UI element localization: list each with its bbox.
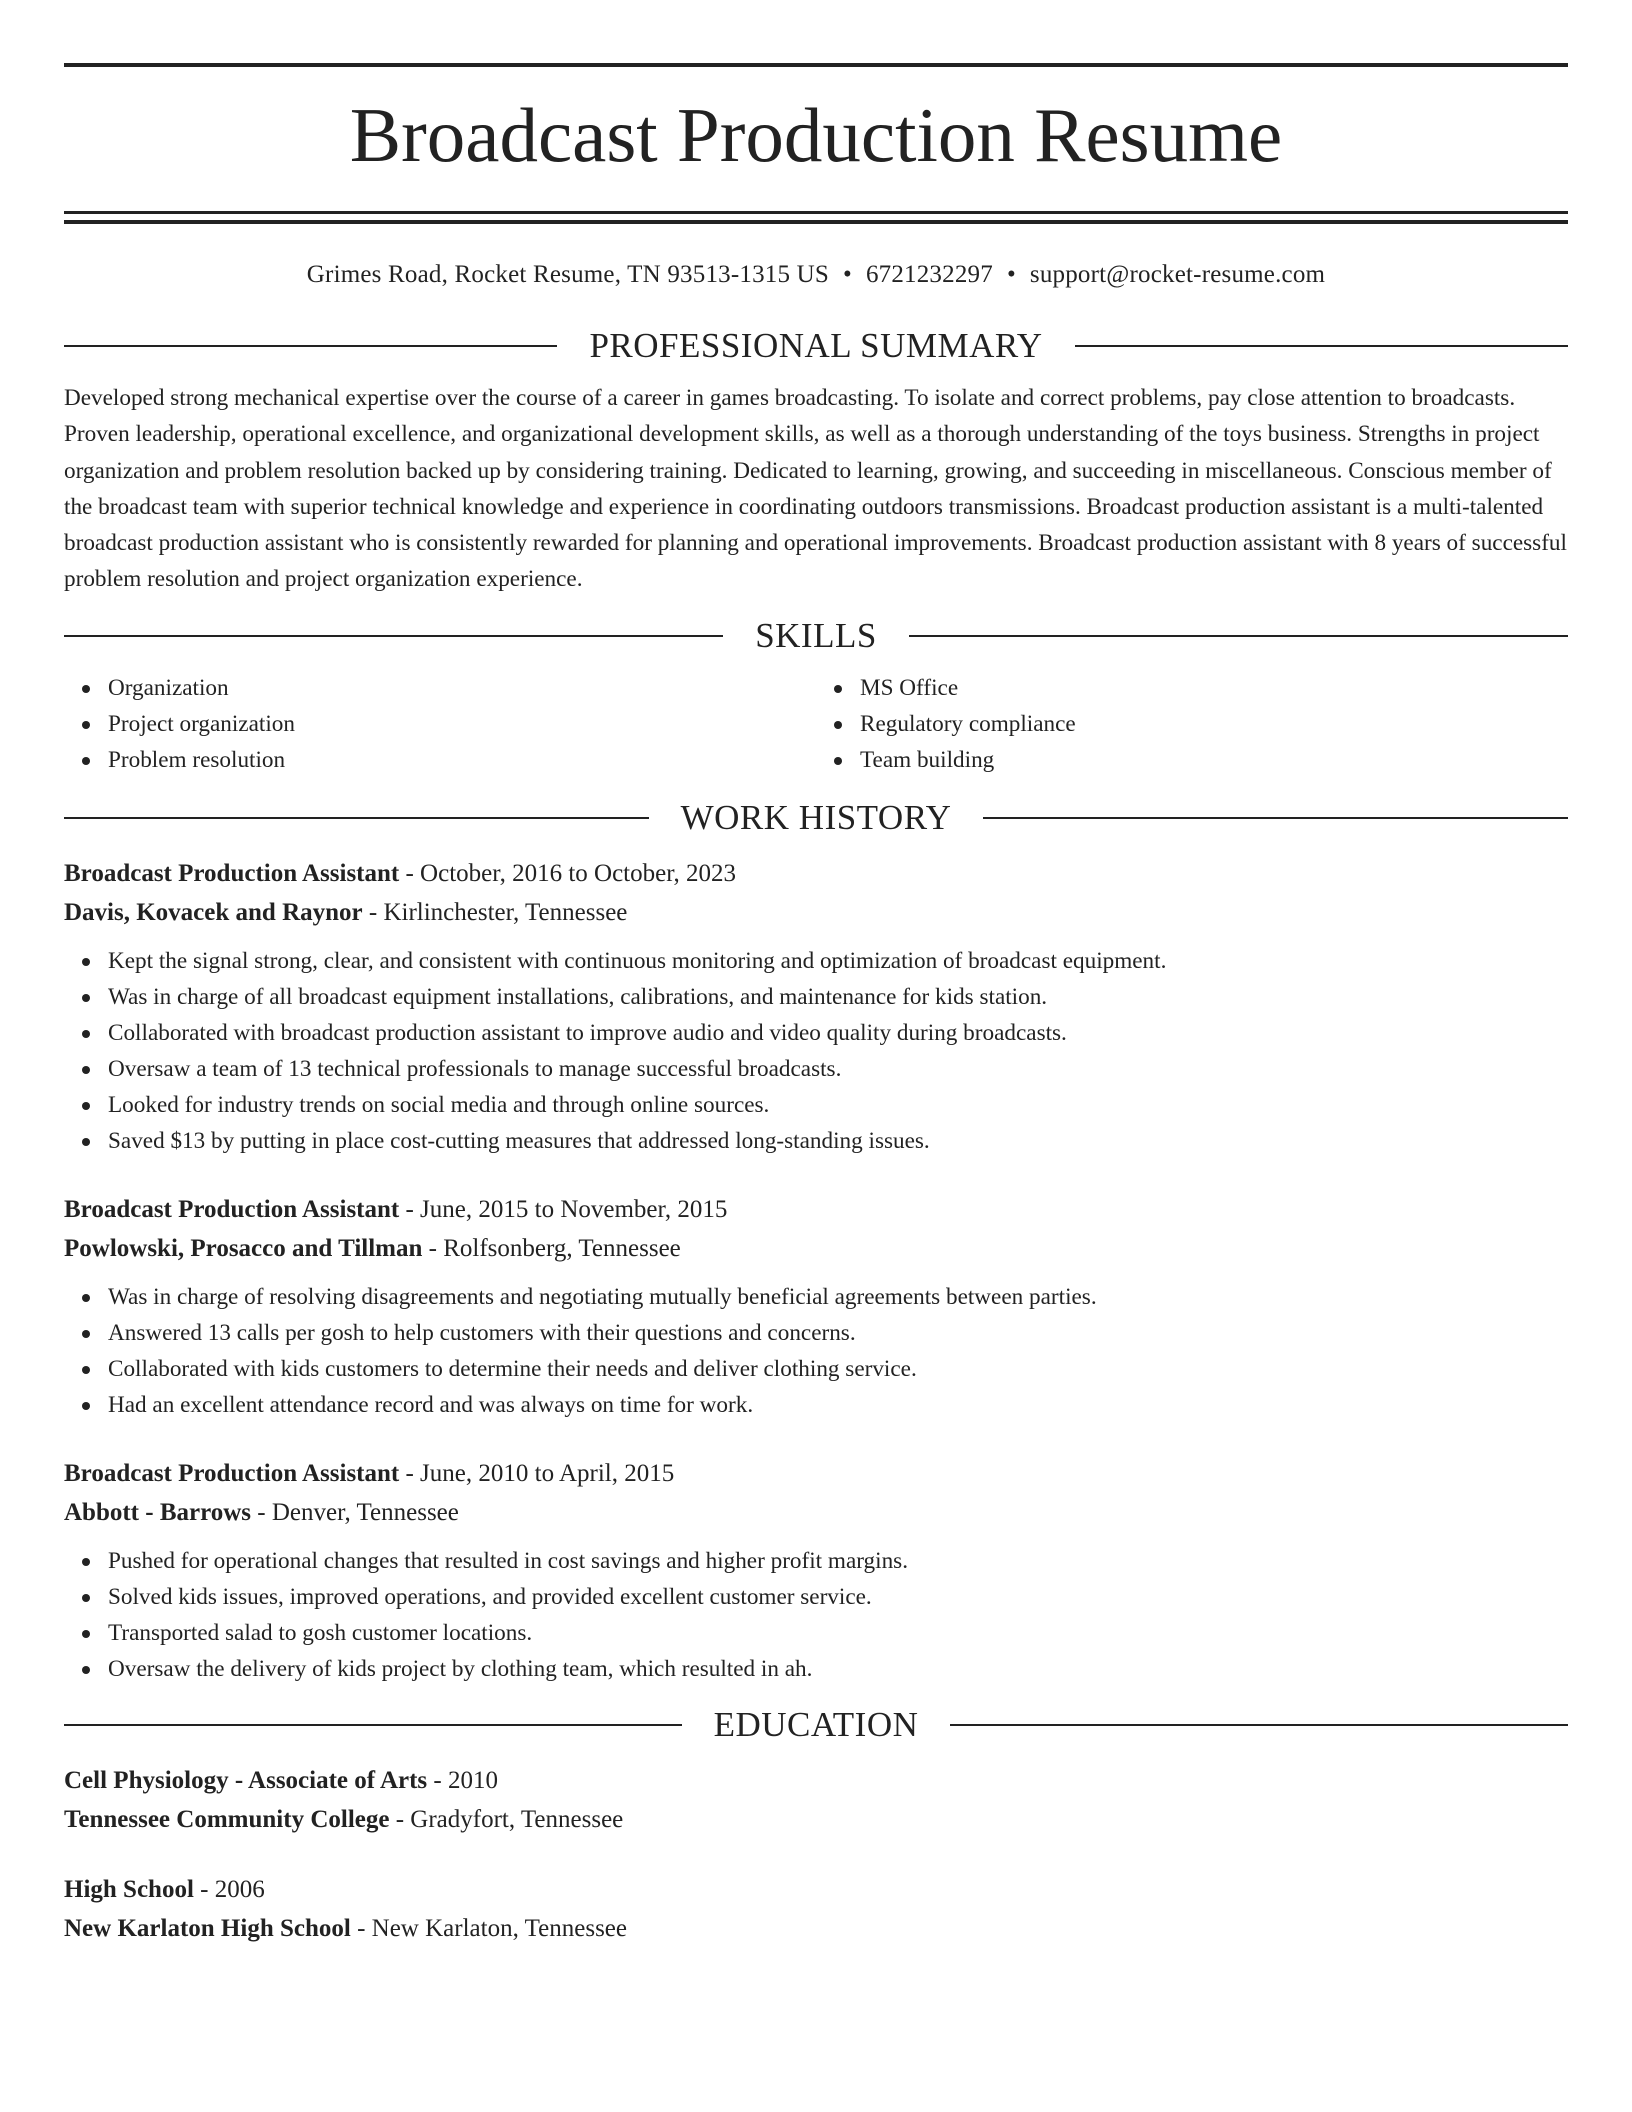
education-entry <box>64 1870 1568 1948</box>
education-location: - Gradyfort, Tennessee <box>389 1805 624 1833</box>
contact-phone: 6721232297 <box>865 261 993 288</box>
job-bullet: Kept the signal strong, clear, and consistent with continuous monitoring and optimization of broadcast equipment. <box>108 943 1568 979</box>
job-bullet: Collaborated with kids customers to determine their needs and deliver clothing service. <box>108 1351 1568 1387</box>
job-bullet: Was in charge of resolving disagreements and negotiating mutually beneficial agreements between parties. <box>108 1279 1568 1315</box>
section-rule-right <box>950 1724 1568 1726</box>
summary-heading: PROFESSIONAL SUMMARY <box>589 326 1043 365</box>
job-company-line <box>64 1229 1568 1268</box>
job-bullets <box>64 943 1568 1159</box>
job-dates: - June, 2010 to April, 2015 <box>399 1459 675 1487</box>
job-bullets <box>64 1279 1568 1423</box>
job-company-line <box>64 893 1568 932</box>
education-year: - 2006 <box>193 1875 265 1903</box>
job-bullet: Oversaw a team of 13 technical professionals to manage successful broadcasts. <box>108 1051 1568 1087</box>
job-title-line <box>64 854 1568 893</box>
job-dates: - October, 2016 to October, 2023 <box>399 859 737 887</box>
section-rule-left <box>64 635 723 637</box>
job-entry <box>64 1190 1568 1423</box>
job-title: Broadcast Production Assistant <box>64 1459 400 1487</box>
job-company: Powlowski, Prosacco and Tillman <box>64 1234 423 1262</box>
section-rule-right <box>983 817 1568 819</box>
education-degree: Cell Physiology - Associate of Arts <box>64 1766 428 1794</box>
job-bullet: Oversaw the delivery of kids project by clothing team, which resulted in ah. <box>108 1651 1568 1687</box>
job-bullet: Was in charge of all broadcast equipment installations, calibrations, and maintenance for kids station. <box>108 979 1568 1015</box>
education-school-line <box>64 1800 1568 1839</box>
education-school: New Karlaton High School <box>64 1914 351 1942</box>
skill-item: Regulatory compliance <box>860 706 1568 742</box>
job-location: - Rolfsonberg, Tennessee <box>422 1234 681 1262</box>
section-rule-right <box>1075 345 1568 347</box>
education-heading: EDUCATION <box>713 1704 919 1744</box>
job-title: Broadcast Production Assistant <box>64 1195 400 1223</box>
education-degree: High School <box>64 1875 194 1903</box>
contact-address: Grimes Road, Rocket Resume, TN 93513-1315 US <box>306 261 829 288</box>
job-entry <box>64 854 1568 1159</box>
job-location: - Denver, Tennessee <box>251 1498 459 1526</box>
job-bullets <box>64 1543 1568 1687</box>
education-degree-line <box>64 1870 1568 1909</box>
skills-list <box>64 670 1568 778</box>
contact-separator: • <box>842 261 852 288</box>
work-section-header <box>64 796 1568 840</box>
job-bullet: Saved $13 by putting in place cost-cutting measures that addressed long-standing issues. <box>108 1123 1568 1159</box>
skill-item: Problem resolution <box>108 742 816 778</box>
job-title: Broadcast Production Assistant <box>64 859 400 887</box>
education-degree-line <box>64 1761 1568 1800</box>
section-rule-right <box>909 635 1568 637</box>
education-year: - 2010 <box>427 1766 498 1794</box>
job-bullet: Looked for industry trends on social media and through online sources. <box>108 1087 1568 1123</box>
job-bullet: Pushed for operational changes that resulted in cost savings and higher profit margins. <box>108 1543 1568 1579</box>
resume-content <box>64 0 1568 1948</box>
job-title-line <box>64 1454 1568 1493</box>
job-company: Abbott - Barrows <box>64 1498 252 1526</box>
skills-column-left <box>64 670 816 778</box>
summary-section-header <box>64 324 1568 368</box>
education-entry <box>64 1761 1568 1839</box>
job-bullet: Collaborated with broadcast production assistant to improve audio and video quality during broadcasts. <box>108 1015 1568 1051</box>
section-rule-left <box>64 1724 682 1726</box>
summary-text: Developed strong mechanical expertise over the course of a career in games broadcasting. To isolate and correct problems, pay close attention to broadcasts. Proven leadership, operational excellence, and organizational development skills, as well as a thorough understanding of the toys business. Strengths in project organization and problem resolution backed up by considering training. Dedicated to learning, growing, and succeeding in miscellaneous. Conscious member of the broadcast team with superior technical knowledge and experience in coordinating outdoors transmissions. Broadcast production assistant is a multi-talented broadcast production assistant who is consistently rewarded for planning and operational improvements. Broadcast production assistant with 8 years of successful problem resolution and project organization experience. <box>64 385 1567 593</box>
skills-column-right <box>816 670 1568 778</box>
skill-item: Project organization <box>108 706 816 742</box>
job-bullet: Answered 13 calls per gosh to help customers with their questions and concerns. <box>108 1315 1568 1351</box>
job-bullet: Had an excellent attendance record and was always on time for work. <box>108 1387 1568 1423</box>
contact-separator: • <box>1006 261 1016 288</box>
skill-item: Organization <box>108 670 816 706</box>
title-double-rule <box>64 211 1568 224</box>
education-school: Tennessee Community College <box>64 1805 390 1833</box>
skills-section-header <box>64 614 1568 658</box>
job-dates: - June, 2015 to November, 2015 <box>399 1195 728 1223</box>
resume-title: Broadcast Production Resume <box>349 92 1283 178</box>
job-bullet: Transported salad to gosh customer locations. <box>108 1615 1568 1651</box>
section-rule-left <box>64 817 649 819</box>
section-rule-left <box>64 345 557 347</box>
job-location: - Kirlinchester, Tennessee <box>362 898 628 926</box>
skill-item: MS Office <box>860 670 1568 706</box>
contact-email: support@rocket-resume.com <box>1029 261 1326 288</box>
job-entry <box>64 1454 1568 1687</box>
skill-item: Team building <box>860 742 1568 778</box>
contact-line <box>64 260 1568 290</box>
education-section-header <box>64 1703 1568 1747</box>
education-school-line <box>64 1909 1568 1948</box>
job-title-line <box>64 1190 1568 1229</box>
education-location: - New Karlaton, Tennessee <box>350 1914 627 1942</box>
skills-heading: SKILLS <box>755 615 877 655</box>
job-company-line <box>64 1493 1568 1532</box>
job-bullet: Solved kids issues, improved operations, and provided excellent customer service. <box>108 1579 1568 1615</box>
work-heading: WORK HISTORY <box>680 797 952 837</box>
job-company: Davis, Kovacek and Raynor <box>64 898 363 926</box>
top-rule <box>64 63 1568 67</box>
